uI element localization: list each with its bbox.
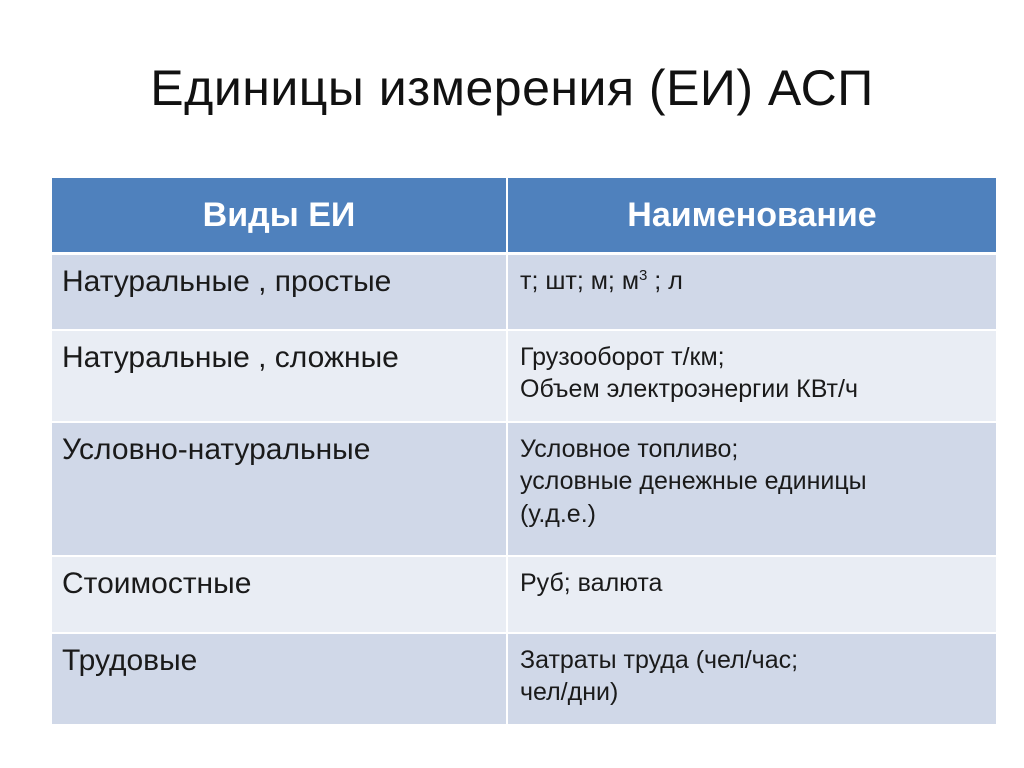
name-cell xyxy=(507,633,996,725)
header-names: Наименование xyxy=(507,178,996,254)
table-row xyxy=(52,254,996,330)
name-line: Затраты труда (чел/час; xyxy=(520,645,799,674)
type-label: Натуральные , простые xyxy=(62,265,392,298)
slide-title: Единицы измерения (ЕИ) АСП xyxy=(150,60,874,116)
type-label: Условно-натуральные xyxy=(62,432,371,466)
table-row xyxy=(52,633,996,725)
type-cell xyxy=(52,330,507,422)
type-cell xyxy=(52,422,507,556)
name-cell xyxy=(507,422,996,556)
type-label: Натуральные , сложные xyxy=(62,340,399,374)
header-types: Виды ЕИ xyxy=(52,178,507,254)
name-line: Грузооборот т/км; xyxy=(520,342,725,371)
type-cell xyxy=(52,633,507,725)
name-text xyxy=(508,423,996,531)
name-line: (у.д.е.) xyxy=(520,499,596,528)
table-header-row xyxy=(52,178,996,254)
table-row xyxy=(52,330,996,422)
name-text xyxy=(508,331,996,406)
name-text-superscript: 3 xyxy=(639,267,648,284)
type-label: Стоимостные xyxy=(62,566,252,600)
type-cell xyxy=(52,254,507,330)
name-line: Руб; валюта xyxy=(520,568,663,597)
name-cell xyxy=(507,254,996,330)
name-text xyxy=(508,557,996,600)
name-cell xyxy=(507,330,996,422)
table-row xyxy=(52,422,996,556)
table-row xyxy=(52,556,996,633)
name-line: чел/дни) xyxy=(520,678,619,706)
name-text-main: т; шт; м; м xyxy=(520,267,640,295)
name-text xyxy=(508,255,996,298)
type-cell xyxy=(52,556,507,633)
name-line: Объем электроэнергии КВт/ч xyxy=(520,375,858,403)
name-line: Условное топливо; xyxy=(520,434,739,463)
type-label: Трудовые xyxy=(62,643,198,677)
name-text xyxy=(508,634,996,709)
name-line: условные денежные единицы xyxy=(520,467,867,495)
name-cell xyxy=(507,556,996,633)
units-table xyxy=(52,178,996,726)
name-text-tail: ; л xyxy=(647,267,683,295)
